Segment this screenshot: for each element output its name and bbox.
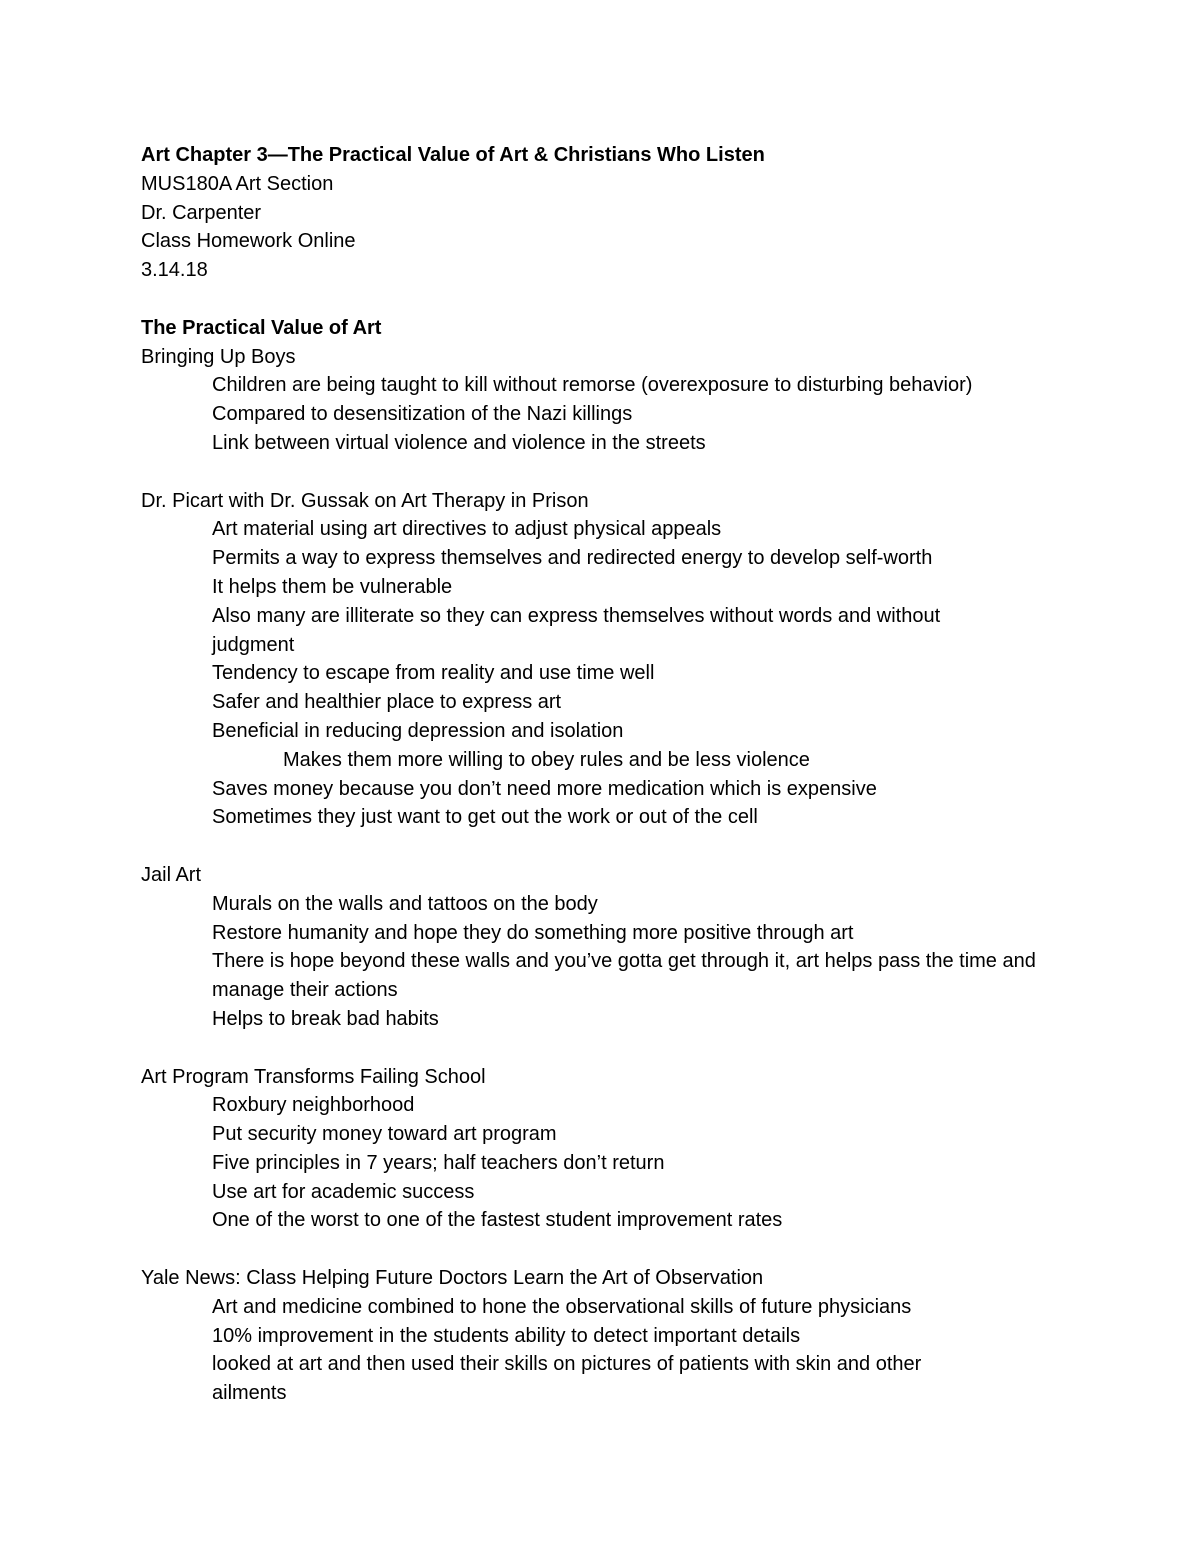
list-item: Safer and healthier place to express art [212,691,562,714]
list-item: Five principles in 7 years; half teachers don’t return [212,1151,665,1174]
list-item: It helps them be vulnerable [212,575,453,598]
list-item: Sometimes they just want to get out the work or out of the cell [212,806,758,829]
spacer [141,1034,1081,1063]
document-date: 3.14.18 [141,259,208,282]
spacer [141,458,1081,487]
list-item: One of the worst to one of the fastest student improvement rates [212,1209,783,1232]
list-item: There is hope beyond these walls and you’ve gotta get through it, art helps pass the time and manage their actions [212,950,1036,1002]
course-name: MUS180A Art Section [141,172,334,195]
list-item: looked at art and then used their skills on pictures of patients with skin and other ailments [212,1353,922,1405]
section-heading: Yale News: Class Helping Future Doctors Learn the Art of Observation [141,1267,764,1290]
list-item: Also many are illiterate so they can express themselves without words and without judgment [212,604,941,656]
list-item: Restore humanity and hope they do something more positive through art [212,921,854,944]
section-heading: Art Program Transforms Failing School [141,1065,486,1088]
list-item: Tendency to escape from reality and use time well [212,662,655,685]
main-heading: The Practical Value of Art [141,316,382,339]
list-item: Compared to desensitization of the Nazi killings [212,403,633,426]
list-item: Permits a way to express themselves and redirected energy to develop self-worth [212,547,933,570]
assignment-type: Class Homework Online [141,230,356,253]
document-title: Art Chapter 3—The Practical Value of Art & Christians Who Listen [141,144,765,166]
list-item: Art material using art directives to adjust physical appeals [212,518,722,541]
list-item: Beneficial in reducing depression and isolation [212,719,624,742]
spacer [141,285,1081,314]
sub-list-item: Makes them more willing to obey rules and be less violence [283,748,810,771]
section-heading: Jail Art [141,863,202,886]
list-item: 10% improvement in the students ability to detect important details [212,1324,801,1347]
list-item: Helps to break bad habits [212,1007,439,1030]
list-item: Saves money because you don’t need more medication which is expensive [212,777,877,800]
section-heading: Dr. Picart with Dr. Gussak on Art Therapy in Prison [141,489,589,512]
list-item: Art and medicine combined to hone the observational skills of future physicians [212,1295,912,1318]
list-item: Murals on the walls and tattoos on the body [212,892,598,915]
list-item: Put security money toward art program [212,1123,557,1146]
list-item: Use art for academic success [212,1180,475,1203]
list-item: Link between virtual violence and violence in the streets [212,431,706,454]
list-item: Children are being taught to kill without remorse (overexposure to disturbing behavior) [212,374,973,397]
list-item: Roxbury neighborhood [212,1094,415,1117]
document-page [141,141,1081,1408]
instructor-name: Dr. Carpenter [141,201,262,224]
spacer [141,1235,1081,1264]
spacer [141,832,1081,861]
section-heading: Bringing Up Boys [141,345,296,368]
